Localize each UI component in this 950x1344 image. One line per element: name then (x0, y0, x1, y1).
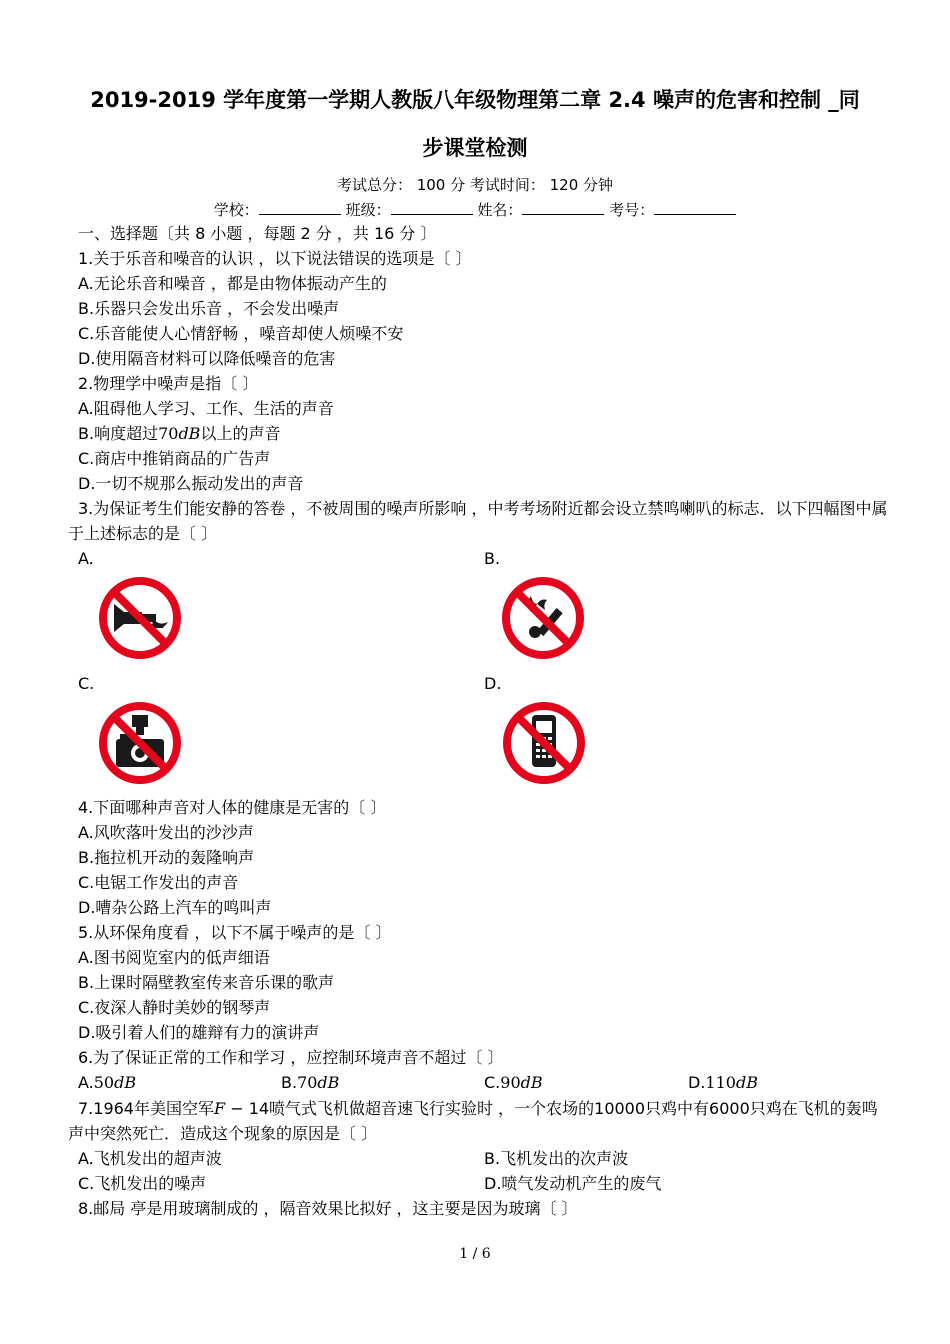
no-horn-sign-icon (96, 574, 184, 662)
q3-label-c: C. (78, 674, 95, 693)
q1-option-d: D.使用隔音材料可以降低噪音的危害 (78, 349, 336, 368)
page-title-line2: 步课堂检测 (422, 136, 528, 160)
q2-option-b-unit: dB (178, 424, 201, 443)
name-blank[interactable] (522, 200, 604, 215)
q5-option-c: C.夜深人静时美妙的钢琴声 (78, 998, 271, 1017)
student-info-fields (0, 199, 950, 220)
q4-option-b: B.拖拉机开动的轰隆响声 (78, 848, 255, 867)
q2-option-b-value: 70 (158, 424, 179, 443)
q6-option-a: A.50dB (78, 1073, 137, 1092)
exam-number-blank[interactable] (654, 200, 736, 215)
no-smoking-sign-icon (499, 574, 587, 662)
q7-option-a: A.飞机发出的超声波 (78, 1149, 222, 1168)
q3-label-d: D. (484, 674, 502, 693)
section-heading: 一、选择题〔共 8 小题 ，每题 2 分 ，共 16 分 〕 (78, 224, 437, 243)
q1-option-c: C.乐音能使人心情舒畅 ，噪音却使人烦噪不安 (78, 324, 404, 343)
q2-stem: 2.物理学中噪声是指〔 〕 (78, 374, 259, 393)
q1-option-a: A.无论乐音和噪音 ，都是由物体振动产生的 (78, 274, 387, 293)
class-blank[interactable] (391, 200, 473, 215)
exam-info: 考试总分： 100 分 考试时间： 120 分钟 (336, 176, 614, 194)
q5-option-a: A.图书阅览室内的低声细语 (78, 948, 270, 967)
page-number: 1 / 6 (459, 1246, 491, 1262)
q1-stem: 1.关于乐音和噪音的认识 ，以下说法错误的选项是〔 〕 (78, 249, 472, 268)
q2-option-a: A.阻碍他人学习、工作、生活的声音 (78, 399, 334, 418)
q3-label-b: B. (484, 549, 501, 568)
q1-option-b: B.乐器只会发出乐音 ，不会发出噪声 (78, 299, 340, 318)
q5-stem: 5.从环保角度看 ，以下不属于噪声的是〔 〕 (78, 923, 392, 942)
q2-option-d: D.一切不规那么振动发出的声音 (78, 474, 304, 493)
no-camera-sign-icon (96, 699, 184, 787)
q4-stem: 4.下面哪种声音对人体的健康是无害的〔 〕 (78, 798, 387, 817)
q6-option-c: C.90dB (484, 1073, 543, 1092)
no-cellphone-sign-icon (500, 699, 588, 787)
q5-option-d: D.吸引着人们的雄辩有力的演讲声 (78, 1023, 320, 1042)
class-label: 班级： (345, 201, 391, 219)
q3-label-a: A. (78, 549, 94, 568)
q7-option-c: C.飞机发出的噪声 (78, 1174, 207, 1193)
q2-option-b-text: B.响度超过 (78, 424, 159, 443)
name-label: 姓名： (477, 201, 523, 219)
q4-option-c: C.电锯工作发出的声音 (78, 873, 239, 892)
q6-option-d: D.110dB (688, 1073, 758, 1092)
q6-stem: 6.为了保证正常的工作和学习 ，应控制环境声音不超过〔 〕 (78, 1048, 504, 1067)
q6-option-b: B.70dB (281, 1073, 340, 1092)
q3-stem: 3.为保证考生们能安静的答卷 ，不被周围的噪声所影响 ，中考考场附近都会设立禁鸣喇叭的标志．以下四幅图中属于上述标志的是〔 〕 (68, 499, 888, 543)
q2-option-c: C.商店中推销商品的广告声 (78, 449, 271, 468)
q7-option-b: B.飞机发出的次声波 (484, 1149, 629, 1168)
q7-option-d: D.喷气发动机产生的废气 (484, 1174, 662, 1193)
q4-option-d: D.嘈杂公路上汽车的鸣叫声 (78, 898, 272, 917)
q7-stem: 7.1964年美国空军F − 14喷气式飞机做超音速飞行实验时 ，一个农场的10000只鸡中有6000只鸡在飞机的轰鸣声中突然死亡．造成这个现象的原因是〔 〕 (68, 1099, 878, 1143)
school-blank[interactable] (259, 200, 341, 215)
q2-option-b-tail: 以上的声音 (200, 424, 281, 443)
q8-stem: 8.邮局 亭是用玻璃制成的 ，隔音效果比拟好 ，这主要是因为玻璃〔 〕 (78, 1199, 578, 1218)
q4-option-a: A.风吹落叶发出的沙沙声 (78, 823, 254, 842)
q5-option-b: B.上课时隔壁教室传来音乐课的歌声 (78, 973, 335, 992)
q2-option-b (78, 424, 280, 444)
school-label: 学校： (213, 201, 259, 219)
page-title-line1: 2019-2019 学年度第一学期人教版八年级物理第二章 2.4 噪声的危害和控制 _同 (90, 88, 860, 112)
exam-number-label: 考号： (609, 201, 655, 219)
